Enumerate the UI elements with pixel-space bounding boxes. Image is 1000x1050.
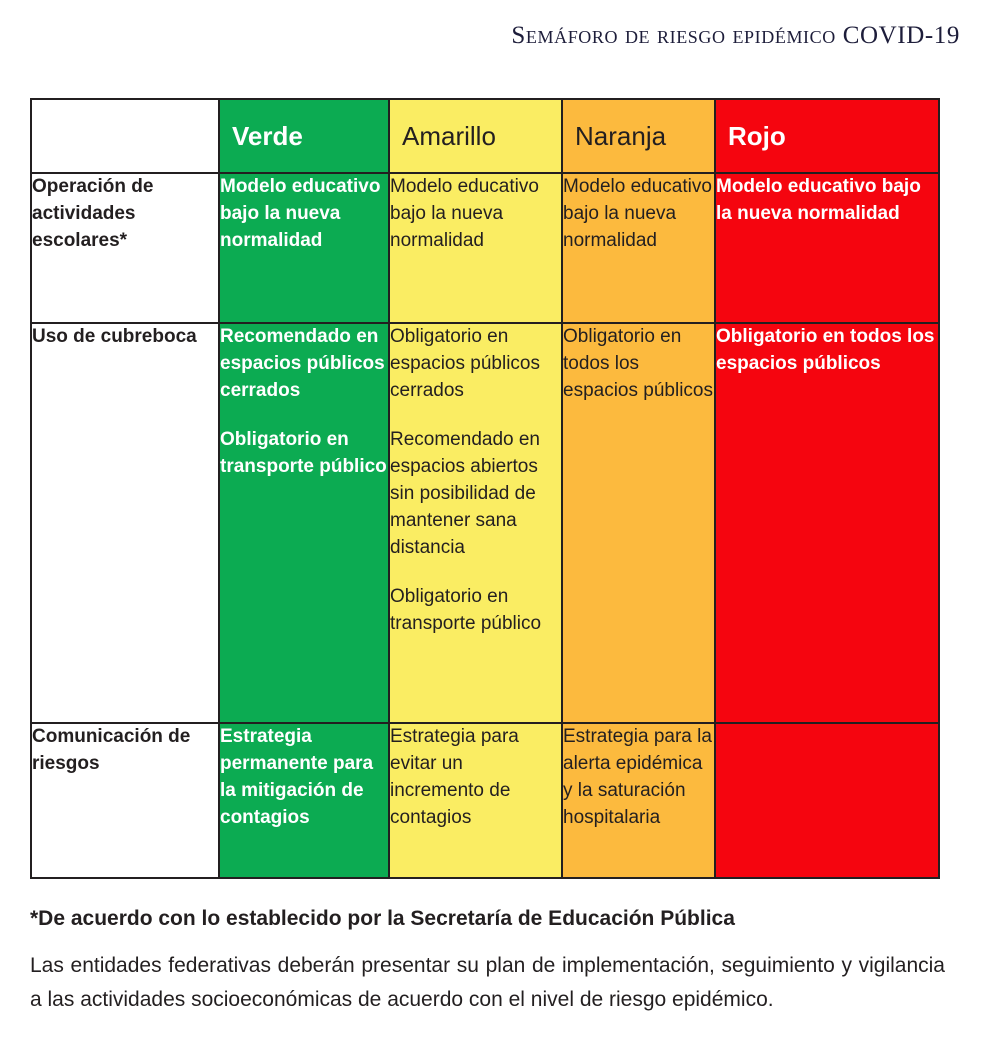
semaforo-table bbox=[30, 98, 940, 879]
table-row-comunicacion-riesgos bbox=[31, 723, 939, 878]
cell-paragraph: Obligatorio en todos los espacios públicos bbox=[563, 326, 713, 401]
cell-paragraph: Recomendado en espacios abiertos sin posibilidad de mantener sana distancia bbox=[390, 428, 540, 558]
cell-paragraph: Obligatorio en espacios públicos cerrados bbox=[390, 326, 540, 401]
page-title: Semáforo de riesgo epidémico COVID-19 bbox=[511, 22, 960, 49]
cell-paragraph: Estrategia para la alerta epidémica y la saturación hospitalaria bbox=[563, 726, 712, 828]
cell-verde bbox=[219, 173, 389, 323]
semaforo-table-container bbox=[30, 98, 938, 879]
row-label-cell bbox=[31, 723, 219, 878]
row-label-text: Uso de cubreboca bbox=[32, 326, 197, 347]
footnote-sep: *De acuerdo con lo establecido por la Secretaría de Educación Pública bbox=[30, 907, 735, 930]
header-cell-naranja bbox=[562, 99, 715, 173]
header-cell-verde bbox=[219, 99, 389, 173]
table-row-operacion-escolares bbox=[31, 173, 939, 323]
notes-container bbox=[30, 903, 945, 1017]
cell-paragraph: Modelo educativo bajo la nueva normalidad bbox=[563, 176, 712, 251]
title-container bbox=[0, 22, 960, 50]
closing-paragraph: Las entidades federativas deberán presentar su plan de implementación, seguimiento y vigilancia a las actividades socioeconómicas de acuerdo con el nivel de riesgo epidémico. bbox=[30, 953, 945, 1011]
header-cell-rojo bbox=[715, 99, 939, 173]
cell-naranja bbox=[562, 173, 715, 323]
cell-paragraph: Estrategia para evitar un incremento de contagios bbox=[390, 726, 519, 828]
cell-verde bbox=[219, 723, 389, 878]
cell-paragraph: Obligatorio en transporte público bbox=[390, 585, 542, 634]
cell-paragraph: Recomendado en espacios públicos cerrados bbox=[220, 326, 385, 401]
cell-amarillo bbox=[389, 173, 562, 323]
header-label-verde: Verde bbox=[232, 120, 303, 151]
cell-amarillo bbox=[389, 323, 562, 723]
header-label-naranja: Naranja bbox=[575, 120, 667, 151]
cell-paragraph: Modelo educativo bajo la nueva normalidad bbox=[390, 176, 539, 251]
cell-paragraph: Estrategia permanente para la mitigación de contagios bbox=[220, 726, 374, 828]
cell-verde bbox=[219, 323, 389, 723]
row-label-cell bbox=[31, 173, 219, 323]
cell-amarillo bbox=[389, 723, 562, 878]
row-label-text: Operación de actividades escolares* bbox=[32, 176, 154, 251]
cell-rojo bbox=[715, 173, 939, 323]
header-label-amarillo: Amarillo bbox=[402, 120, 496, 151]
row-label-cell bbox=[31, 323, 219, 723]
header-cell-blank bbox=[31, 99, 219, 173]
cell-rojo bbox=[715, 723, 939, 878]
cell-paragraph: Modelo educativo bajo la nueva normalidad bbox=[220, 176, 381, 251]
cell-paragraph: Obligatorio en transporte público bbox=[220, 428, 387, 477]
cell-rojo bbox=[715, 323, 939, 723]
header-label-rojo: Rojo bbox=[728, 120, 786, 151]
cell-naranja bbox=[562, 723, 715, 878]
header-cell-amarillo bbox=[389, 99, 562, 173]
cell-paragraph: Obligatorio en todos los espacios públicos bbox=[716, 326, 935, 374]
cell-naranja bbox=[562, 323, 715, 723]
table-header-row bbox=[31, 99, 939, 173]
row-label-text: Comunicación de riesgos bbox=[32, 726, 191, 774]
cell-paragraph: Modelo educativo bajo la nueva normalidad bbox=[716, 176, 921, 224]
table-row-uso-cubreboca bbox=[31, 323, 939, 723]
